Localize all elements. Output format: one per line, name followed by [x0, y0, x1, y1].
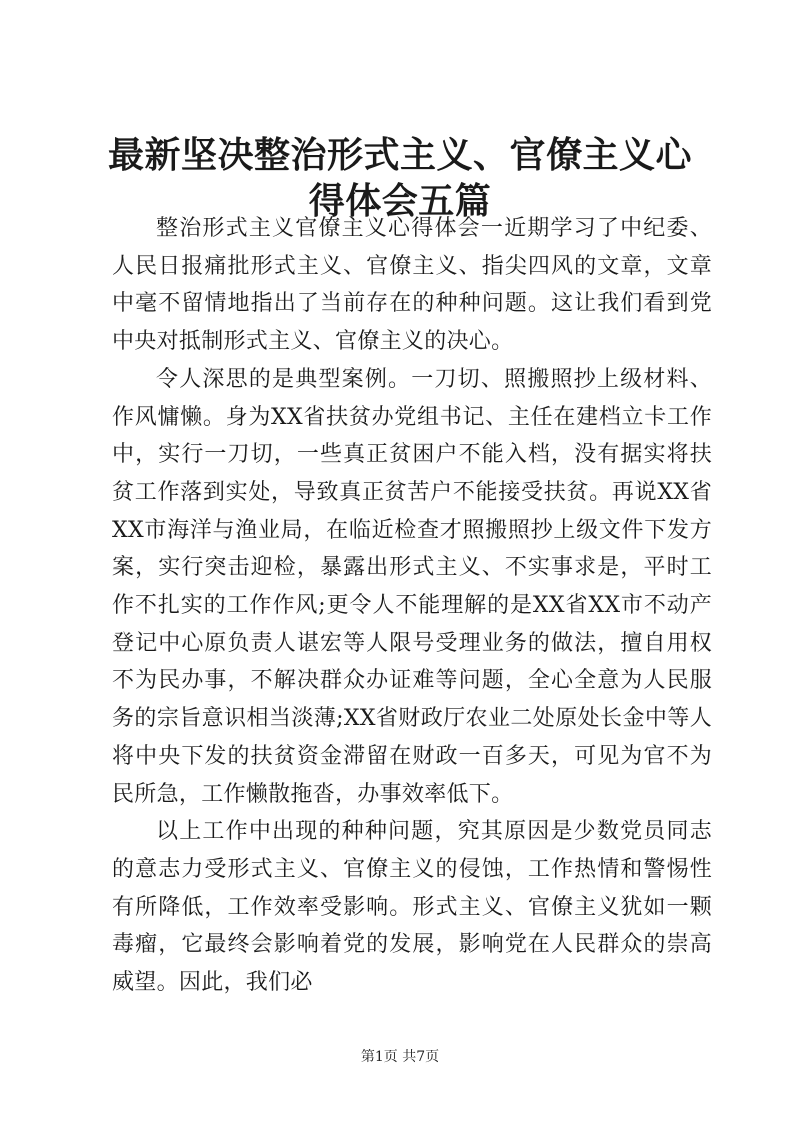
paragraph-3: 以上工作中出现的种种问题，究其原因是少数党员同志的意志力受形式主义、官僚主义的侵蚀，工作热情和警惕性有所降低，工作效率受影响。形式主义、官僚主义犹如一颗毒瘤，它最终会影响着党的发展，影响党在人民群众的崇高威望。因此，我们必 [112, 819, 712, 996]
document-body [112, 210, 712, 1002]
page-number-footer: 第1页 共7页 [360, 1049, 440, 1065]
paragraph-1: 整治形式主义官僚主义心得体会一近期学习了中纪委、人民日报痛批形式主义、官僚主义、指尖四风的文章，文章中毫不留情地指出了当前存在的种种问题。这让我们看到党中央对抵制形式主义、官僚主义的决心。 [112, 216, 712, 355]
document-title: 最新坚决整治形式主义、官僚主义心得体会五篇 [107, 134, 692, 222]
paragraph-2: 令人深思的是典型案例。一刀切、照搬照抄上级材料、作风慵懒。身为XX省扶贫办党组书记、主任在建档立卡工作中，实行一刀切，一些真正贫困户不能入档，没有据实将扶贫工作落到实处，导致真正贫苦户不能接受扶贫。再说XX省XX市海洋与渔业局，在临近检查才照搬照抄上级文件下发方案，实行突击迎检，暴露出形式主义、不实事求是，平时工作不扎实的工作作风;更令人不能理解的是XX省XX市不动产登记中心原负责人谌宏等人限号受理业务的做法，擅自用权不为民办事，不解决群众办证难等问题，全心全意为人民服务的宗旨意识相当淡薄;XX省财政厅农业二处原处长金中等人将中央下发的扶贫资金滞留在财政一百多天，可见为官不为民所急，工作懒散拖沓，办事效率低下。 [112, 366, 712, 807]
